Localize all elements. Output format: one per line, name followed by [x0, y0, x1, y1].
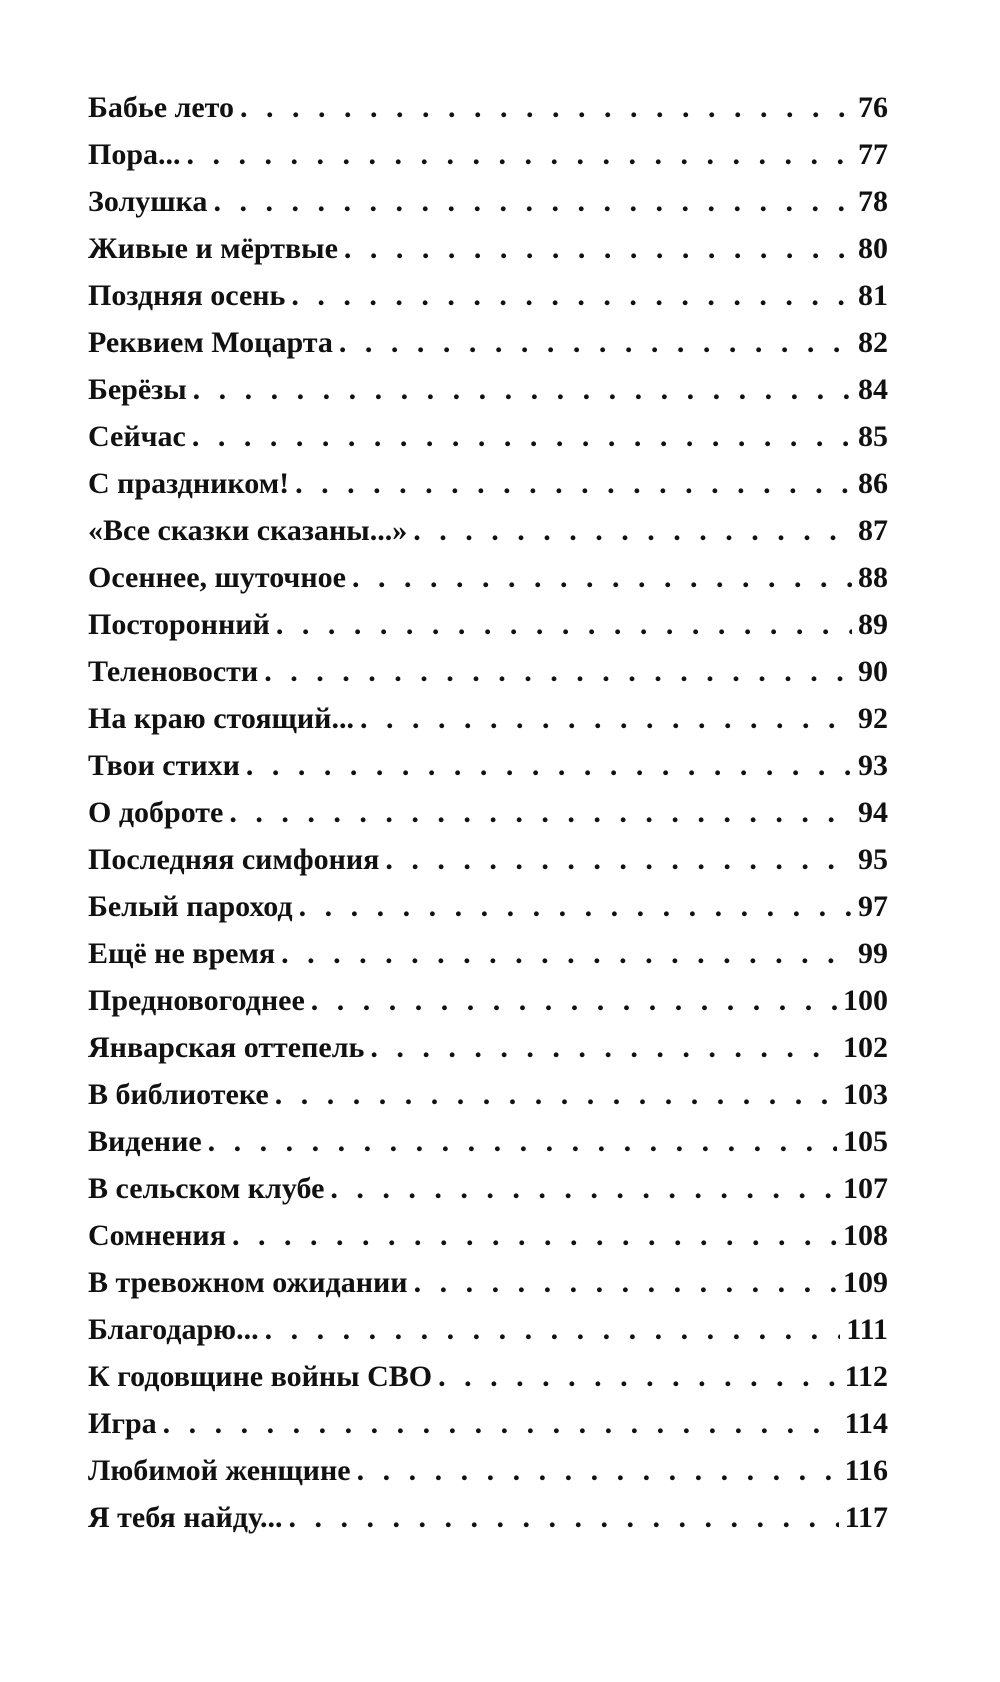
- toc-entry-title: В библиотеке: [88, 1078, 269, 1111]
- toc-entry: [88, 84, 888, 131]
- toc-entry-title: Январская оттепель: [88, 1031, 365, 1064]
- toc-entry-title: Реквием Моцарта: [88, 326, 333, 359]
- toc-entry-page: 80: [858, 232, 888, 265]
- toc-dot-leader: [370, 1024, 837, 1071]
- toc-entry-title: С праздником!: [88, 467, 290, 500]
- toc-entry: [88, 1165, 888, 1212]
- toc-entry-page: 94: [858, 796, 888, 829]
- toc-entry: [88, 1259, 888, 1306]
- toc-entry-page: 116: [844, 1454, 888, 1487]
- toc-entry: [88, 836, 888, 883]
- toc-entry: [88, 178, 888, 225]
- toc-entry: [88, 1024, 888, 1071]
- toc-entry: [88, 507, 888, 554]
- toc-dot-leader: [385, 836, 852, 883]
- toc-dot-leader: [344, 225, 852, 272]
- toc-entry-page: 95: [858, 843, 888, 876]
- toc-entry-page: 102: [843, 1031, 888, 1064]
- toc-entry: [88, 1212, 888, 1259]
- toc-entry: [88, 695, 888, 742]
- toc-entry-title: Посторонний: [88, 608, 270, 641]
- toc-entry-title: Видение: [88, 1125, 202, 1158]
- toc-entry-title: Предновогоднее: [88, 984, 305, 1017]
- toc-dot-leader: [281, 930, 852, 977]
- toc-entry-page: 86: [858, 467, 888, 500]
- toc-entry-page: 89: [858, 608, 888, 641]
- toc-entry-title: Поздняя осень: [88, 279, 286, 312]
- toc-entry: [88, 319, 888, 366]
- toc-entry-title: Твои стихи: [88, 749, 240, 782]
- toc-entry-page: 78: [858, 185, 888, 218]
- toc-dot-leader: [291, 272, 852, 319]
- toc-entry: [88, 131, 888, 178]
- toc-entry: [88, 883, 888, 930]
- toc-dot-leader: [357, 1447, 839, 1494]
- toc-entry: [88, 601, 888, 648]
- toc-entry-title: Последняя симфония: [88, 843, 380, 876]
- toc-dot-leader: [295, 460, 852, 507]
- toc-dot-leader: [213, 178, 852, 225]
- toc-entry-title: Ещё не время: [88, 937, 276, 970]
- toc-entry: [88, 554, 888, 601]
- toc-dot-leader: [311, 977, 837, 1024]
- toc-entry-title: На краю стоящий...: [88, 702, 354, 735]
- toc-entry-page: 109: [843, 1266, 888, 1299]
- toc-entry-page: 82: [858, 326, 888, 359]
- toc-entry-page: 97: [858, 890, 888, 923]
- toc-entry: [88, 272, 888, 319]
- toc-dot-leader: [232, 1212, 837, 1259]
- toc-dot-leader: [275, 1071, 837, 1118]
- toc-dot-leader: [265, 1306, 841, 1353]
- toc-dot-leader: [339, 319, 852, 366]
- toc-entry-page: 77: [858, 138, 888, 171]
- toc-entry: [88, 1071, 888, 1118]
- toc-entry-title: Теленовости: [88, 655, 259, 688]
- toc-entry-title: К годовщине войны СВО: [88, 1360, 433, 1393]
- toc-entry-page: 99: [858, 937, 888, 970]
- toc-entry: [88, 1447, 888, 1494]
- toc-dot-leader: [299, 883, 852, 930]
- toc-entry-page: 100: [843, 984, 888, 1017]
- toc-entry: [88, 742, 888, 789]
- toc-entry: [88, 460, 888, 507]
- toc-entry-page: 108: [843, 1219, 888, 1252]
- toc-entry: [88, 1494, 888, 1541]
- toc-entry-page: 92: [858, 702, 888, 735]
- toc-entry-page: 88: [858, 561, 888, 594]
- toc-entry-page: 111: [846, 1313, 888, 1346]
- toc-entry-page: 114: [844, 1407, 888, 1440]
- toc-entry-title: О доброте: [88, 796, 224, 829]
- toc-entry: [88, 1118, 888, 1165]
- toc-entry: [88, 1353, 888, 1400]
- toc-dot-leader: [360, 695, 852, 742]
- toc-dot-leader: [330, 1165, 837, 1212]
- toc-entry-title: В тревожном ожидании: [88, 1266, 408, 1299]
- toc-entry: [88, 413, 888, 460]
- toc-dot-leader: [187, 131, 852, 178]
- toc-dot-leader: [352, 554, 852, 601]
- toc-entry: [88, 225, 888, 272]
- toc-entry: [88, 648, 888, 695]
- toc-entry-page: 105: [843, 1125, 888, 1158]
- toc-dot-leader: [438, 1353, 839, 1400]
- toc-entry: [88, 930, 888, 977]
- toc-entry-page: 90: [858, 655, 888, 688]
- toc-entry-title: Благодарю...: [88, 1313, 259, 1346]
- toc-dot-leader: [193, 366, 852, 413]
- toc-entry-title: Живые и мёртвые: [88, 232, 338, 265]
- toc-dot-leader: [288, 1494, 838, 1541]
- toc-dot-leader: [208, 1118, 837, 1165]
- toc-dot-leader: [276, 601, 852, 648]
- toc-entry-page: 117: [844, 1501, 888, 1534]
- toc-entry: [88, 366, 888, 413]
- toc-entry-title: Пора...: [88, 138, 181, 171]
- toc-entry-title: В сельском клубе: [88, 1172, 325, 1205]
- toc-entry-title: Сомнения: [88, 1219, 226, 1252]
- toc-dot-leader: [413, 507, 852, 554]
- toc-entry-page: 93: [858, 749, 888, 782]
- toc-dot-leader: [163, 1400, 839, 1447]
- toc-entry-page: 81: [858, 279, 888, 312]
- toc-entry: [88, 1400, 888, 1447]
- toc-dot-leader: [246, 742, 852, 789]
- toc-entry-page: 112: [844, 1360, 888, 1393]
- toc-entry-title: Любимой женщине: [88, 1454, 351, 1487]
- toc-dot-leader: [229, 789, 852, 836]
- toc-dot-leader: [264, 648, 852, 695]
- toc-entry-title: Сейчас: [88, 420, 186, 453]
- toc-entry-title: Игра: [88, 1407, 157, 1440]
- toc-entry-page: 76: [858, 91, 888, 124]
- toc-entry-title: «Все сказки сказаны...»: [88, 514, 408, 547]
- toc-dot-leader: [192, 413, 852, 460]
- toc-entry-title: Бабье лето: [88, 91, 235, 124]
- toc-entry-page: 103: [843, 1078, 888, 1111]
- toc-dot-leader: [414, 1259, 837, 1306]
- toc-entry-page: 85: [858, 420, 888, 453]
- toc-entry-page: 87: [858, 514, 888, 547]
- toc-entry-page: 84: [858, 373, 888, 406]
- toc-entry-title: Берёзы: [88, 373, 187, 406]
- table-of-contents: [88, 84, 888, 1541]
- toc-entry: [88, 1306, 888, 1353]
- toc-dot-leader: [240, 84, 852, 131]
- toc-entry: [88, 789, 888, 836]
- toc-entry-title: Белый пароход: [88, 890, 293, 923]
- toc-entry-title: Осеннее, шуточное: [88, 561, 346, 594]
- toc-entry-page: 107: [843, 1172, 888, 1205]
- toc-entry: [88, 977, 888, 1024]
- toc-entry-title: Золушка: [88, 185, 208, 218]
- toc-entry-title: Я тебя найду...: [88, 1501, 283, 1534]
